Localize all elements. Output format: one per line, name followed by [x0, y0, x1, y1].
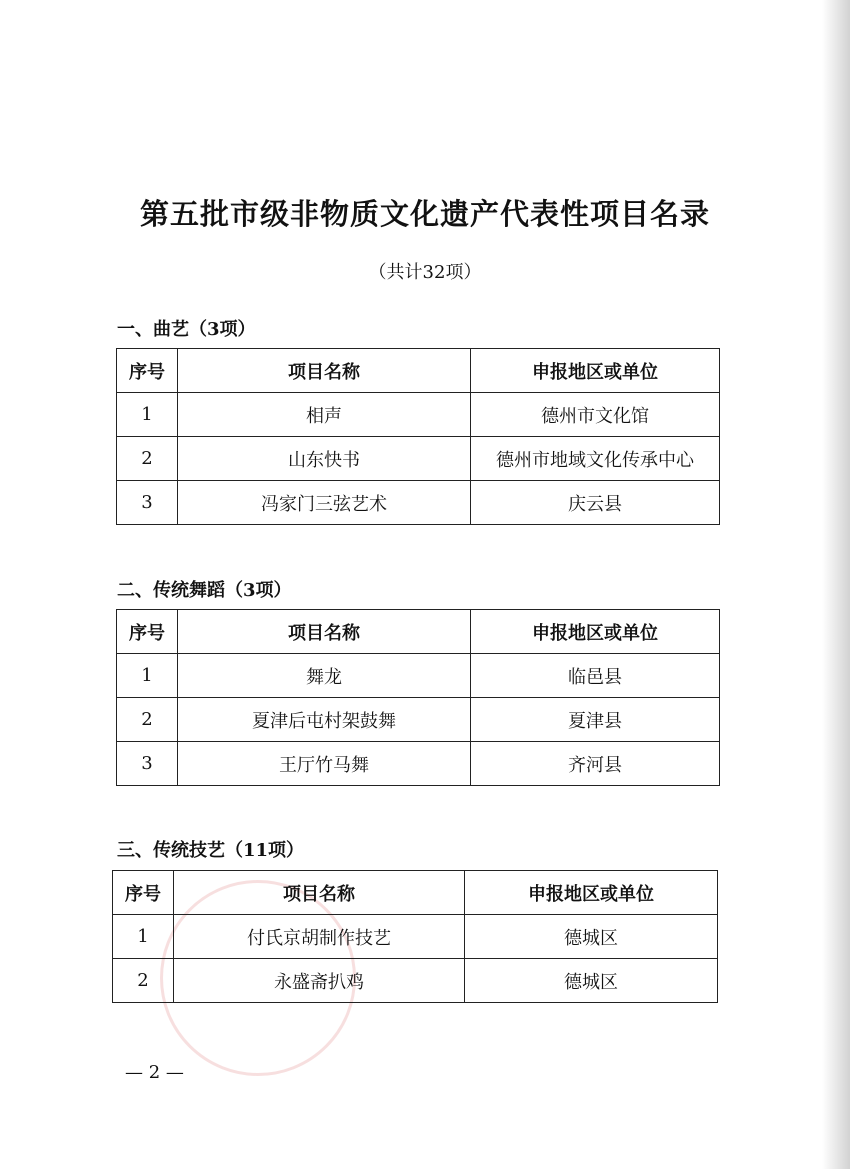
document-subtitle: （共计32项） [368, 262, 482, 283]
row-index: 3 [117, 481, 178, 525]
table-row [113, 959, 718, 1003]
table-row [117, 698, 720, 742]
table-header-row [113, 871, 718, 915]
items-table [116, 609, 720, 786]
table-row [117, 393, 720, 437]
row-unit: 德州市文化馆 [471, 393, 720, 437]
document-title: 第五批市级非物质文化遗产代表性项目名录 [139, 197, 710, 231]
row-index: 1 [113, 915, 174, 959]
section-heading: 三、传统技艺（11项） [117, 840, 305, 861]
row-unit: 德城区 [465, 915, 718, 959]
table-row [113, 915, 718, 959]
row-item-name: 冯家门三弦艺术 [178, 481, 471, 525]
row-index: 1 [117, 393, 178, 437]
page-number: — 2 — [125, 1062, 184, 1083]
row-index: 2 [117, 437, 178, 481]
items-table [112, 870, 718, 1003]
row-index: 2 [117, 698, 178, 742]
header-item-name: 项目名称 [178, 349, 471, 393]
header-item-name: 项目名称 [178, 610, 471, 654]
row-item-name: 舞龙 [178, 654, 471, 698]
header-item-name: 项目名称 [174, 871, 465, 915]
header-unit: 申报地区或单位 [465, 871, 718, 915]
header-index: 序号 [113, 871, 174, 915]
row-item-name: 王厅竹马舞 [178, 742, 471, 786]
row-item-name: 永盛斋扒鸡 [174, 959, 465, 1003]
row-unit: 德州市地域文化传承中心 [471, 437, 720, 481]
table-row [117, 654, 720, 698]
row-item-name: 相声 [178, 393, 471, 437]
row-unit: 齐河县 [471, 742, 720, 786]
row-unit: 临邑县 [471, 654, 720, 698]
table-row [117, 742, 720, 786]
page-edge-shadow [822, 0, 850, 1169]
header-unit: 申报地区或单位 [471, 349, 720, 393]
row-unit: 夏津县 [471, 698, 720, 742]
row-unit: 德城区 [465, 959, 718, 1003]
row-item-name: 夏津后屯村架鼓舞 [178, 698, 471, 742]
table-header-row [117, 610, 720, 654]
table-row [117, 437, 720, 481]
row-item-name: 付氏京胡制作技艺 [174, 915, 465, 959]
row-index: 3 [117, 742, 178, 786]
row-unit: 庆云县 [471, 481, 720, 525]
items-table [116, 348, 720, 525]
row-index: 1 [117, 654, 178, 698]
header-index: 序号 [117, 349, 178, 393]
table-row [117, 481, 720, 525]
header-index: 序号 [117, 610, 178, 654]
row-item-name: 山东快书 [178, 437, 471, 481]
section-heading: 一、曲艺（3项） [117, 319, 256, 340]
header-unit: 申报地区或单位 [471, 610, 720, 654]
section-heading: 二、传统舞蹈（3项） [117, 580, 292, 601]
table-header-row [117, 349, 720, 393]
row-index: 2 [113, 959, 174, 1003]
